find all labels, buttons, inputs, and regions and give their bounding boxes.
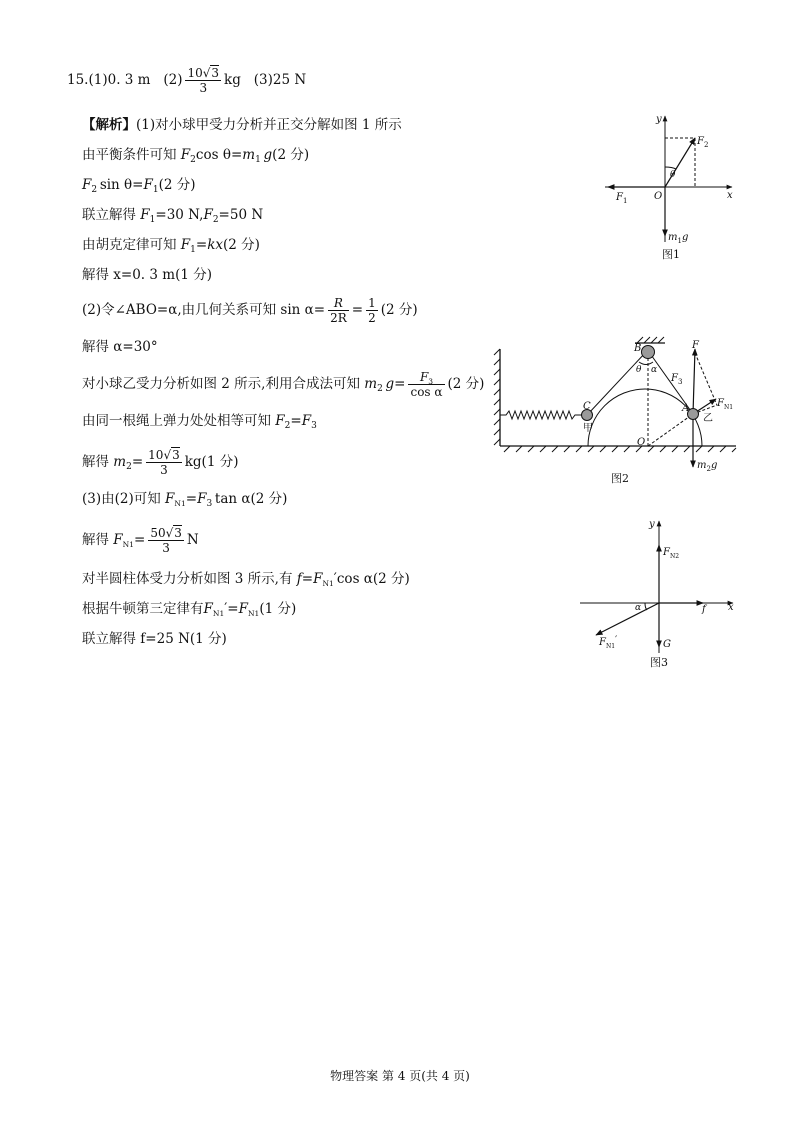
- sym-prime: ′: [333, 571, 337, 587]
- sub-2: 2: [212, 215, 219, 225]
- part1-answer: 0. 3 m: [107, 72, 151, 88]
- fig2-label-o: O: [637, 437, 646, 448]
- sub-N1: N1: [212, 609, 225, 618]
- sym-k: k: [207, 237, 216, 253]
- analysis-intro-text: (1)对小球甲受力分析并正交分解如图 1 所示: [136, 117, 402, 133]
- fig3-fn1p-vector: [596, 603, 659, 635]
- sub-2: 2: [91, 185, 98, 195]
- fig2-f-vector: [693, 349, 695, 414]
- fig1-x-label: x: [727, 190, 733, 201]
- sym-eq: =: [134, 532, 146, 548]
- sub-2: 2: [377, 384, 383, 394]
- eq4-line: [82, 236, 260, 254]
- sym-g: g: [263, 147, 273, 163]
- fn1-num-rad: 3: [174, 526, 182, 540]
- sym-F: F: [203, 601, 213, 617]
- fig1-caption: 图1: [662, 248, 680, 260]
- part2-den: 3: [199, 81, 208, 95]
- eq2-line: [82, 176, 196, 194]
- figure-2: [490, 335, 740, 487]
- sym-F: F: [180, 147, 191, 163]
- ball2-fraction: [408, 370, 444, 399]
- fig2-wall-hatch: [494, 349, 500, 445]
- sym-F: F: [301, 413, 312, 429]
- ratio-eq: =: [351, 302, 364, 318]
- ball2-den: cos α: [410, 385, 443, 399]
- fig3-alpha-label: α: [635, 603, 642, 613]
- fig2-label-c: C: [583, 401, 591, 412]
- ball2-prefix: 对小球乙受力分析如图 2 所示,利用合成法可知: [82, 376, 360, 392]
- m2-fraction: $\frac{10√3}{3}$: [148, 448, 180, 477]
- sym-g: g: [385, 376, 395, 392]
- ball2-line: [82, 368, 484, 400]
- fig2-label-a: A: [682, 403, 690, 414]
- part2-intro: (2)令∠ABO=α,由几何关系可知 sin α=: [82, 302, 326, 318]
- sym-F: F: [143, 177, 153, 193]
- fig3-fn2-label: $F_{N2}$: [663, 547, 680, 560]
- sym-eq: =: [227, 601, 239, 617]
- eq1-prefix: 由平衡条件可知: [82, 147, 177, 163]
- eq3-value1: =30 N,: [155, 207, 204, 223]
- page-footer: 物理答案 第 4 页(共 4 页): [330, 1069, 470, 1083]
- sym-m: m: [242, 147, 256, 163]
- fig2-label-theta: θ: [636, 365, 642, 375]
- sub-1: 1: [190, 245, 196, 255]
- fig2-dash-oa: [648, 414, 693, 446]
- sym-F: F: [140, 207, 150, 223]
- ball2-num: F: [419, 370, 429, 384]
- fig2-caption: 图2: [611, 472, 629, 485]
- rope-prefix: 由同一根绳上弹力处处相等可知: [82, 413, 271, 429]
- rope-line: [82, 412, 317, 430]
- sym-F: F: [238, 601, 248, 617]
- fn1-den: 3: [162, 541, 170, 555]
- fig2-ground-hatch: [504, 446, 736, 452]
- ratio-den: 2R: [330, 311, 347, 325]
- fig2-rope-cb: [588, 352, 646, 414]
- eq5-line: 解得 x=0. 3 m(1 分): [82, 267, 212, 283]
- part3-prefix: (3)由(2)可知: [82, 491, 161, 507]
- part2-num-rad: 3: [211, 66, 220, 80]
- fn1-num-coef: 50: [150, 526, 166, 540]
- sym-x: x: [215, 237, 224, 253]
- ratio-num: R: [328, 296, 349, 311]
- semi-line: [82, 570, 410, 588]
- fig2-spring: [500, 411, 582, 419]
- sub-N1: N1: [122, 540, 135, 549]
- eq4-prefix: 由胡克定律可知: [82, 237, 177, 253]
- fig1-theta-label: θ: [670, 170, 676, 180]
- fig2-ball-b: [642, 346, 655, 359]
- question-number: 15.: [67, 72, 89, 88]
- fig2-label-m2g: $m_2g$: [697, 460, 718, 473]
- sym-F: F: [203, 207, 213, 223]
- fig1-theta-arc: [665, 167, 676, 169]
- sym-F: F: [313, 571, 323, 587]
- eq3-value2: =50 N: [218, 207, 264, 223]
- fig2-label-f: F: [692, 340, 699, 351]
- sym-eq: =: [301, 571, 314, 587]
- eq1-mid: cos θ=: [195, 147, 243, 163]
- fig1-f1-label: $F_1$: [616, 192, 628, 205]
- fig3-g-label: G: [663, 639, 671, 650]
- m2-num-rad: 3: [172, 448, 180, 462]
- ratio-fraction: [328, 296, 349, 325]
- m2-num-coef: 10: [148, 448, 164, 462]
- sub-3: 3: [311, 421, 317, 431]
- m2-prefix: 解得: [82, 454, 109, 470]
- sym-eq: =: [290, 413, 302, 429]
- sub-2: 2: [284, 421, 291, 431]
- fig2-label-f3: $F_3$: [671, 373, 683, 386]
- sym-F: F: [197, 491, 207, 507]
- sub-3: 3: [206, 499, 213, 509]
- eq2-mid: sin θ=: [99, 177, 144, 193]
- sub-2: 2: [190, 155, 196, 165]
- part2-label: (2): [163, 72, 183, 88]
- fn1-suffix: N: [186, 532, 199, 548]
- fig1-mg-label: $m_1g$: [668, 232, 689, 245]
- eq3-prefix: 联立解得: [82, 207, 136, 223]
- semi-suffix: cos α(2 分): [336, 571, 410, 587]
- sub-N1: N1: [322, 579, 334, 588]
- fn1-line: [82, 522, 199, 558]
- sym-f: f: [296, 571, 302, 587]
- m2-den: 3: [160, 463, 168, 477]
- sym-prime: ′: [224, 601, 228, 617]
- alpha-line: 解得 α=30°: [82, 339, 158, 355]
- part3-line: [82, 490, 287, 508]
- sub-N1: N1: [247, 609, 260, 618]
- fig1-origin-label: O: [654, 191, 663, 202]
- sym-F: F: [275, 413, 285, 429]
- analysis-heading: 【解析】: [82, 117, 136, 133]
- fig2-label-b: B: [634, 343, 642, 354]
- fig3-caption: 图3: [650, 656, 668, 669]
- sym-eq: =: [394, 376, 406, 392]
- half-fraction: [366, 296, 378, 325]
- ball2-score: (2 分): [447, 376, 485, 392]
- figure-1: [600, 110, 750, 260]
- final-line: 联立解得 f=25 N(1 分): [82, 631, 227, 647]
- m2-line: [82, 444, 238, 480]
- sub-3: 3: [428, 377, 434, 386]
- figure-3: [575, 515, 745, 670]
- fig2-label-alpha: α: [651, 365, 658, 375]
- eq2-score: (2 分): [158, 177, 196, 193]
- fig3-alpha-arc: [645, 603, 647, 610]
- fig2-label-yi: 乙: [703, 413, 713, 424]
- sym-m: m: [364, 376, 378, 392]
- part1-label: (1): [88, 72, 108, 88]
- half-den: 2: [368, 311, 376, 325]
- fig2-dash-f-fn1: [695, 353, 717, 405]
- fig3-f-label: f: [702, 604, 706, 615]
- fig3-fn1p-label: $F_{N1}'$: [599, 635, 618, 650]
- semi-prefix: 对半圆柱体受力分析如图 3 所示,有: [82, 571, 293, 587]
- part3-suffix: tan α(2 分): [214, 491, 288, 507]
- fig2-label-fn1: $F_{N1}$: [717, 398, 734, 411]
- sub-1: 1: [255, 155, 261, 165]
- sym-eq: =: [185, 491, 198, 507]
- part2-score: (2 分): [380, 302, 418, 318]
- sym-F: F: [180, 237, 191, 253]
- m2-suffix: kg(1 分): [184, 454, 239, 470]
- sym-F: F: [113, 532, 123, 548]
- part2-intro-line: [82, 294, 418, 326]
- sym-F: F: [165, 491, 175, 507]
- fn1-fraction: $\frac{50√3}{3}$: [150, 526, 182, 555]
- newton-prefix: 根据牛顿第三定律有: [82, 601, 204, 617]
- part2-unit: kg: [224, 72, 241, 88]
- fig1-y-label: y: [656, 114, 662, 125]
- part2-answer-fraction: $\frac{10√3}{3}$: [187, 66, 220, 95]
- sym-m: m: [113, 454, 127, 470]
- eq3-line: [82, 206, 263, 224]
- sym-F: F: [82, 177, 92, 193]
- sub-N1: N1: [174, 499, 186, 508]
- sym-eq: =: [131, 454, 144, 470]
- fig2-label-jia: 甲: [583, 423, 593, 434]
- sub-1: 1: [149, 215, 156, 225]
- fig3-x-label: x: [728, 602, 734, 613]
- eq1-line: [82, 146, 309, 164]
- newton-line: 根据牛顿第三定律有$F_{N1}'=F_{N1}(1$ 分): [82, 601, 297, 618]
- part2-num-coef: 10: [187, 66, 203, 80]
- half-num: 1: [368, 296, 376, 310]
- analysis-intro: [82, 116, 402, 134]
- part3-answer: (3)25 N: [253, 72, 307, 88]
- sub-2: 2: [126, 462, 132, 472]
- fig1-f2-label: $F_2$: [697, 136, 709, 149]
- fn1-prefix: 解得: [82, 532, 109, 548]
- eq4-mid: =: [195, 237, 208, 253]
- eq4-score: (2 分): [223, 237, 260, 253]
- eq1-score: (2 分): [272, 147, 310, 163]
- sub-1: 1: [152, 185, 159, 195]
- answer-line: [67, 66, 306, 95]
- fig3-y-label: y: [649, 519, 655, 530]
